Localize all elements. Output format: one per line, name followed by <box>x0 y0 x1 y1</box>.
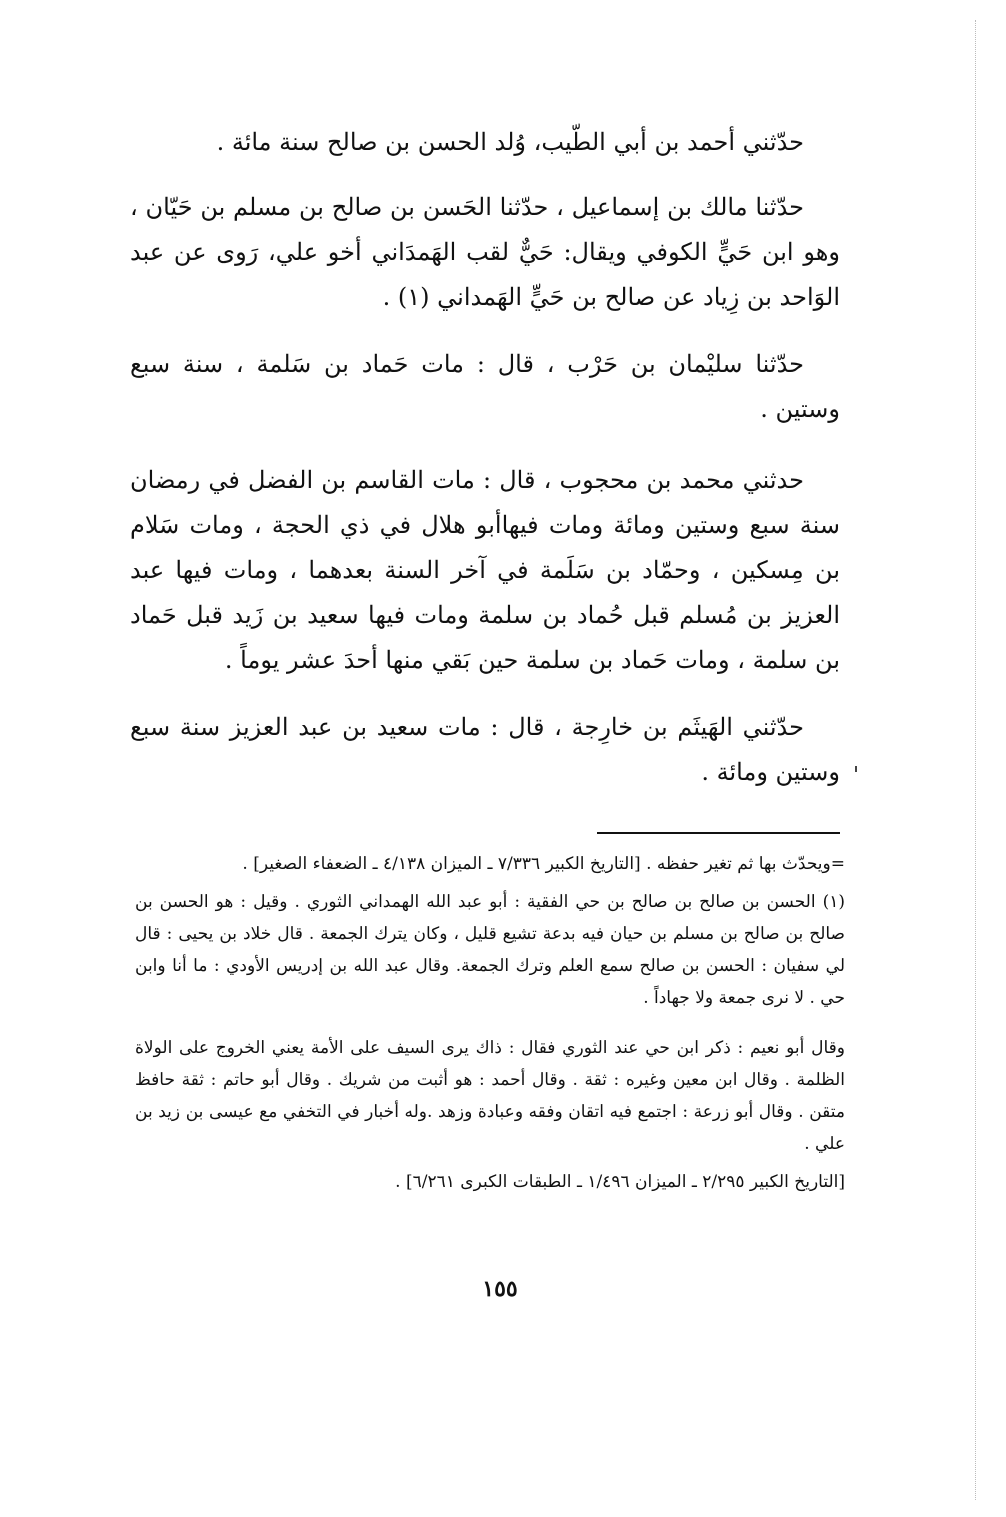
footnotes-section <box>135 848 845 1204</box>
footnote-separator <box>597 832 840 834</box>
footnote-continuation: =ويحدّث بها ثم تغير حفظه . [التاريخ الكبير ٧/٣٣٦ ـ الميزان ٤/١٣٨ ـ الضعفاء الصغير] . <box>242 854 845 874</box>
paragraph-ahmad-ibn-abi-altayyib: حدّثني أحمد بن أبي الطّيب، وُلد الحسن بن صالح سنة مائة . <box>216 128 804 156</box>
page-number: ١٥٥ <box>482 1276 518 1302</box>
main-text-body <box>130 120 840 817</box>
paragraph-alhaytham-ibn-kharija: حدّثني الهَيثَم بن خارِجة ، قال : مات سعيد بن عبد العزيز سنة سبع وستين ومائة . <box>130 713 840 786</box>
scan-edge-rule <box>975 20 976 1500</box>
footnote-1-continued: وقال أبو نعيم : ذكر ابن حي عند الثوري فقال : ذاك يرى السيف على الأمة يعني الخروج على الولاة الظلمة . وقال ابن معين وغيره : ثقة . وقال أحمد : هو أثبت من شريك . وقال أبو حاتم : ثقة حافظ متقن . وقال أبو زرعة : اجتمع فيه اتقان وفقه وعبادة وزهد .وله أخبار في التخفي مع عيسى بن زيد بن علي . <box>135 1038 845 1154</box>
footnote-1: (١) الحسن بن صالح بن صالح بن حي الفقية : أبو عبد الله الهمداني الثوري . وقيل : هو الحسن بن صالح بن صالح بن مسلم بن حيان فيه بدعة تشيع قليل ، وكان يترك الجمعة . قال خلاد بن يحيى : قال لي سفيان : الحسن بن صالح سمع العلم وترك الجمعة. وقال عبد الله بن إدريس الأودي : ما أنا وابن حي . لا نرى جمعة ولا جهاداً . <box>135 892 845 1008</box>
paragraph-muhammad-ibn-mahjub: حدثني محمد بن محجوب ، قال : مات القاسم بن الفضل في رمضان سنة سبع وستين ومائة ومات فيهاأبو هلال في ذي الحجة ، ومات سَلام بن مِسكين ، وحمّاد بن سَلَمة في آخر السنة بعدهما ، ومات فيها عبد العزيز بن مُسلم قبل حُماد بن سلمة ومات فيها سعيد بن زَيد قبل حَماد بن سلمة ، ومات حَماد بن سلمة حين بَقي منها أحدَ عشر يوماً . <box>130 466 841 674</box>
margin-mark <box>855 766 857 772</box>
paragraph-malik-ibn-ismail: حدّثنا مالك بن إسماعيل ، حدّثنا الحَسن بن صالح بن مسلم بن حَيّان ، وهو ابن حَيٍّ الكوفي ويقال: حَيٌّ لقب الهَمدَاني أخو علي، رَوى عن عبد الوَاحد بن زِياد عن صالح بن حَيٍّ الهَمداني (١) . <box>130 193 840 311</box>
paragraph-sulayman-ibn-harb: حدّثنا سليْمان بن حَرْب ، قال : مات حَماد بن سَلمة ، سنة سبع وستين . <box>130 350 840 423</box>
footnote-1-references: [التاريخ الكبير ٢/٢٩٥ ـ الميزان ١/٤٩٦ ـ الطبقات الكبرى ٦/٢٦١] . <box>395 1172 845 1192</box>
